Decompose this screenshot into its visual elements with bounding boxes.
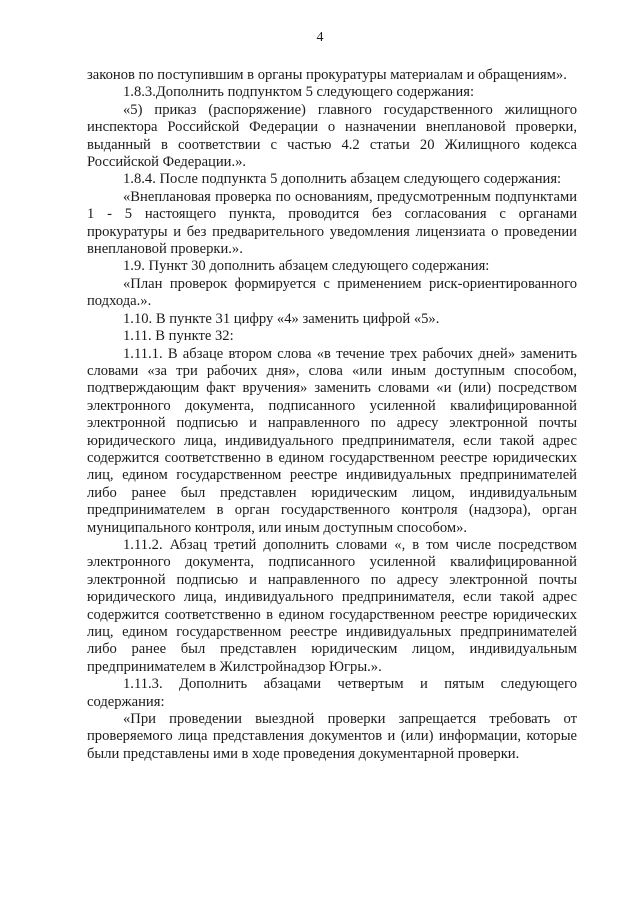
- paragraph-1-11-3: 1.11.3. Дополнить абзацами четвертым и пятым следующего содержания:: [87, 676, 577, 710]
- paragraph-1-9: 1.9. Пункт 30 дополнить абзацем следующего содержания:: [123, 258, 490, 275]
- paragraph-onsite-inspection: «При проведении выездной проверки запрещается требовать от проверяемого лица представления документов и (или) информации, которые были представлены ими в ходе проведения документарной проверки.: [87, 711, 577, 762]
- paragraph-subitem-5: «5) приказ (распоряжение) главного государственного жилищного инспектора Российской Федерации о назначении внеплановой проверки, выданный в соответствии с частью 4.2 статьи 20 Жилищного кодекса Российской Федерации.».: [87, 101, 577, 171]
- paragraph-continuation: законов по поступившим в органы прокуратуры материалам и обращениям».: [87, 67, 567, 83]
- paragraph-1-8-3: 1.8.3.Дополнить подпунктом 5 следующего содержания:: [123, 84, 474, 101]
- paragraph-unscheduled-inspection: «Внеплановая проверка по основаниям, предусмотренным подпунктами 1 - 5 настоящего пункта, проводится без согласования с органами прокуратуры и без предварительного уведомления лицензиата о проведении внеплановой проверки.».: [87, 188, 577, 258]
- paragraph-1-11-1: 1.11.1. В абзаце втором слова «в течение трех рабочих дней» заменить словами «за три рабочих дня», слова «или иным доступным способом, подтверждающим факт вручения» заменить словами «и (или) посредством электронного документа, подписанного усиленной квалифицированной электронной подписью и направленного по адресу электронной почты юридического лица, индивидуального предпринимателя, если такой адрес содержится соответственно в едином государственном реестре юридических лиц, едином государственном реестре индивидуальных предпринимателей либо ранее был представлен юридическим лицом, индивидуальным предпринимателем в орган государственного контроля (надзора), орган муниципального контроля, или иным доступным способом».: [87, 345, 577, 536]
- paragraph-1-10: 1.10. В пункте 31 цифру «4» заменить цифрой «5».: [123, 310, 440, 327]
- paragraph-1-11-2: 1.11.2. Абзац третий дополнить словами «, в том числе посредством электронного документа, подписанного усиленной квалифицированной электронной подписью и направленного по адресу электронной почты юридического лица, индивидуального предпринимателя, если такой адрес содержится соответственно в едином государственном реестре юридических лиц, едином государственном реестре индивидуальных предпринимателей либо ранее был представлен юридическим лицом, индивидуальным предпринимателем в Жилстройнадзор Югры.».: [87, 536, 577, 675]
- paragraph-1-11: 1.11. В пункте 32:: [123, 328, 234, 345]
- page-number: 4: [316, 30, 324, 45]
- document-body: [87, 67, 577, 763]
- paragraph-1-8-4: 1.8.4. После подпункта 5 дополнить абзацем следующего содержания:: [123, 171, 562, 188]
- paragraph-inspection-plan: «План проверок формируется с применением риск-ориентированного подхода.».: [87, 275, 577, 310]
